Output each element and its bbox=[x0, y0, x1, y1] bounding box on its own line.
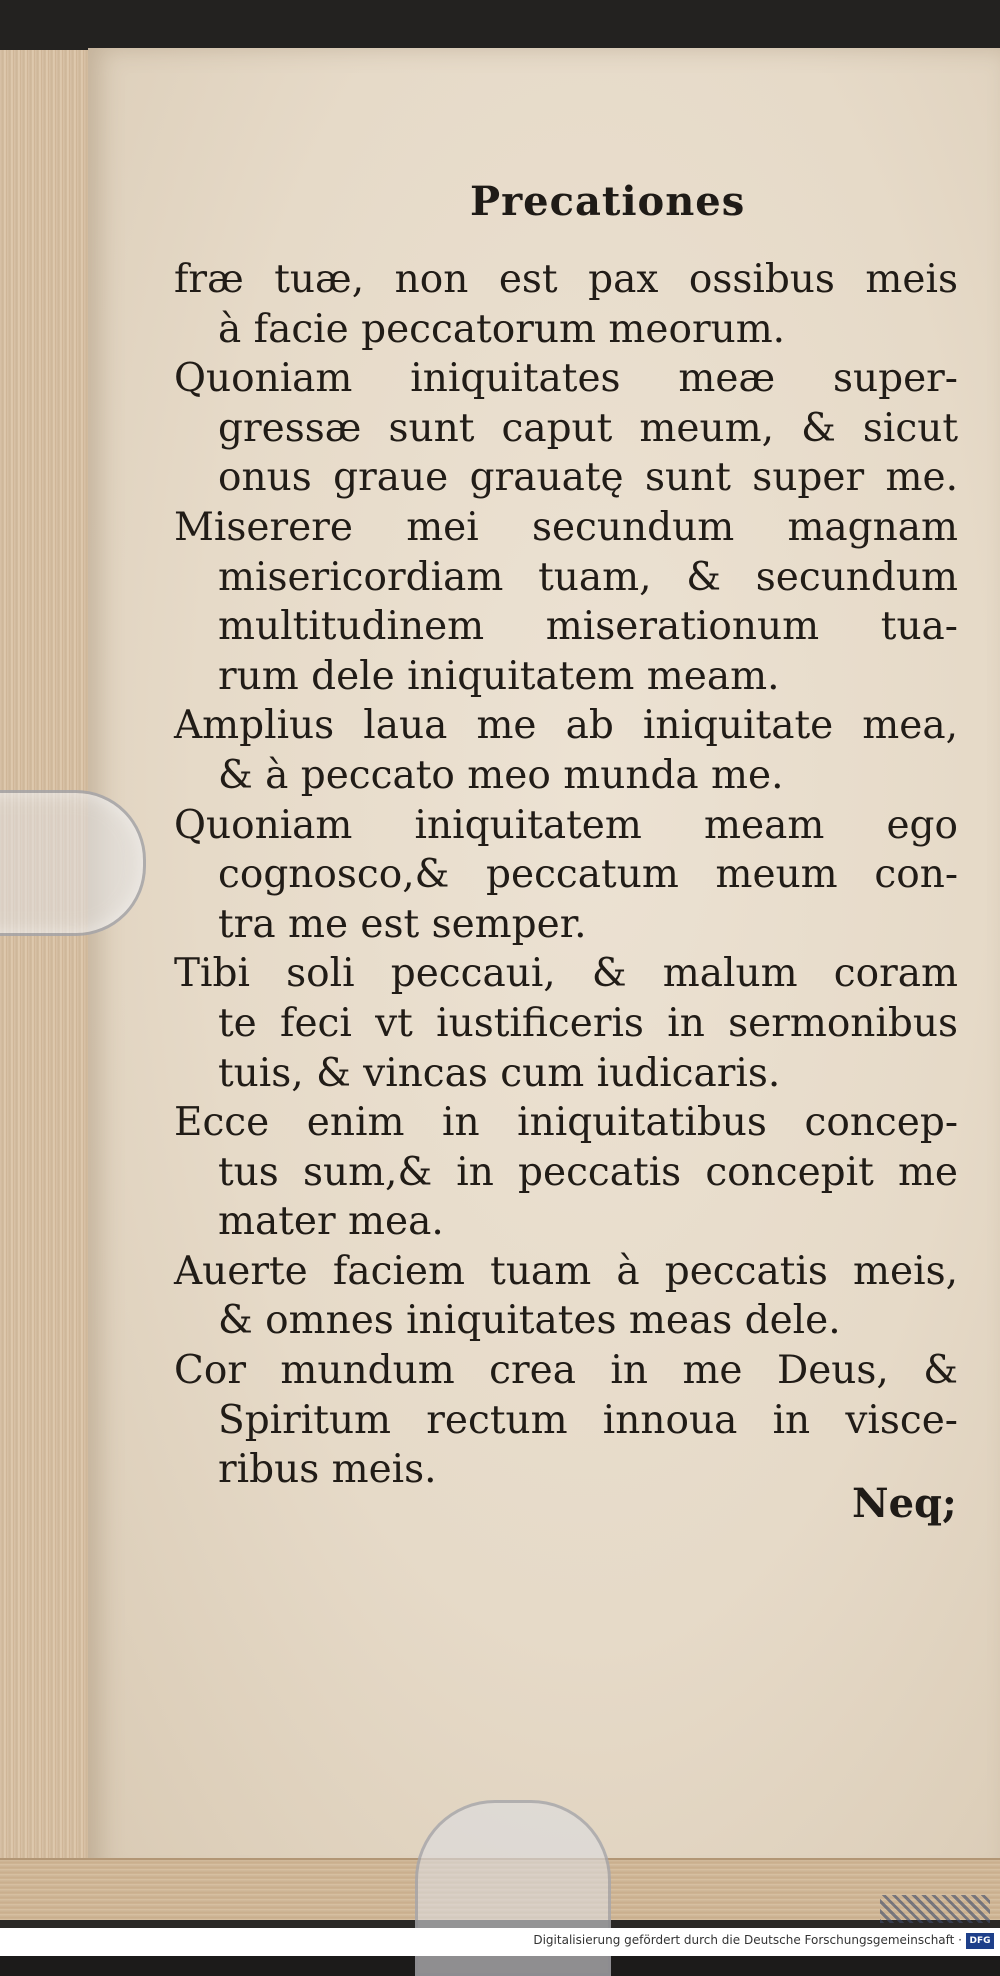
page-edges-left bbox=[0, 50, 94, 1880]
text-line: te feci vt iustificeris in sermonibus bbox=[218, 1000, 958, 1046]
text-line: à facie peccatorum meorum. bbox=[218, 306, 786, 352]
text-line: gressæ sunt caput meum, & sicut bbox=[218, 405, 958, 451]
verse-first-line: Auerte faciem tuam à peccatis meis, bbox=[174, 1248, 958, 1294]
text-line: ribus meis. bbox=[218, 1447, 437, 1493]
credit-text: Digitalisierung gefördert durch die Deutsche Forschungsgemeinschaft · bbox=[533, 1933, 962, 1947]
verse-first-line: Quoniam iniquitates meæ super- bbox=[174, 356, 958, 402]
library-stamp-mark bbox=[880, 1895, 990, 1923]
running-head: Precationes bbox=[470, 178, 746, 225]
digitization-credit-bar bbox=[0, 1928, 1000, 1956]
text-line: Spiritum rectum innoua in visce- bbox=[218, 1397, 958, 1443]
text-line: tus sum,& in peccatis concepit me bbox=[218, 1149, 958, 1195]
text-line: mater mea. bbox=[218, 1199, 444, 1245]
text-line: misericordiam tuam, & secundum bbox=[218, 554, 958, 600]
verse-first-line: Miserere mei secundum magnam bbox=[174, 504, 958, 550]
psalm-text bbox=[174, 255, 958, 1495]
verse-first-line: Quoniam iniquitatem meam ego bbox=[174, 802, 958, 848]
verse-first-line: Tibi soli peccaui, & malum coram bbox=[174, 951, 958, 997]
text-line: cognosco,& peccatum meum con- bbox=[218, 852, 958, 898]
text-line: & omnes iniquitates meas dele. bbox=[218, 1298, 841, 1344]
verse-first-line: Ecce enim in iniquitatibus concep- bbox=[174, 1100, 958, 1146]
verse-first-line: Cor mundum crea in me Deus, & bbox=[174, 1348, 958, 1394]
text-line: & à peccato meo munda me. bbox=[218, 752, 784, 798]
text-line: tra me est semper. bbox=[218, 901, 587, 947]
dfg-logo: DFG bbox=[966, 1933, 994, 1949]
text-line: multitudinem miserationum tua- bbox=[218, 604, 958, 650]
page-clip-left bbox=[0, 790, 146, 936]
catchword: Neq; bbox=[852, 1480, 957, 1527]
text-line: tuis, & vincas cum iudicaris. bbox=[218, 1050, 781, 1096]
text-line: onus graue grauatę sunt super me. bbox=[218, 455, 958, 501]
text-line: rum dele iniquitatem meam. bbox=[218, 653, 780, 699]
verse-first-line: Amplius laua me ab iniquitate mea, bbox=[174, 703, 958, 749]
text-line: fræ tuæ, non est pax ossibus meis bbox=[174, 257, 958, 302]
